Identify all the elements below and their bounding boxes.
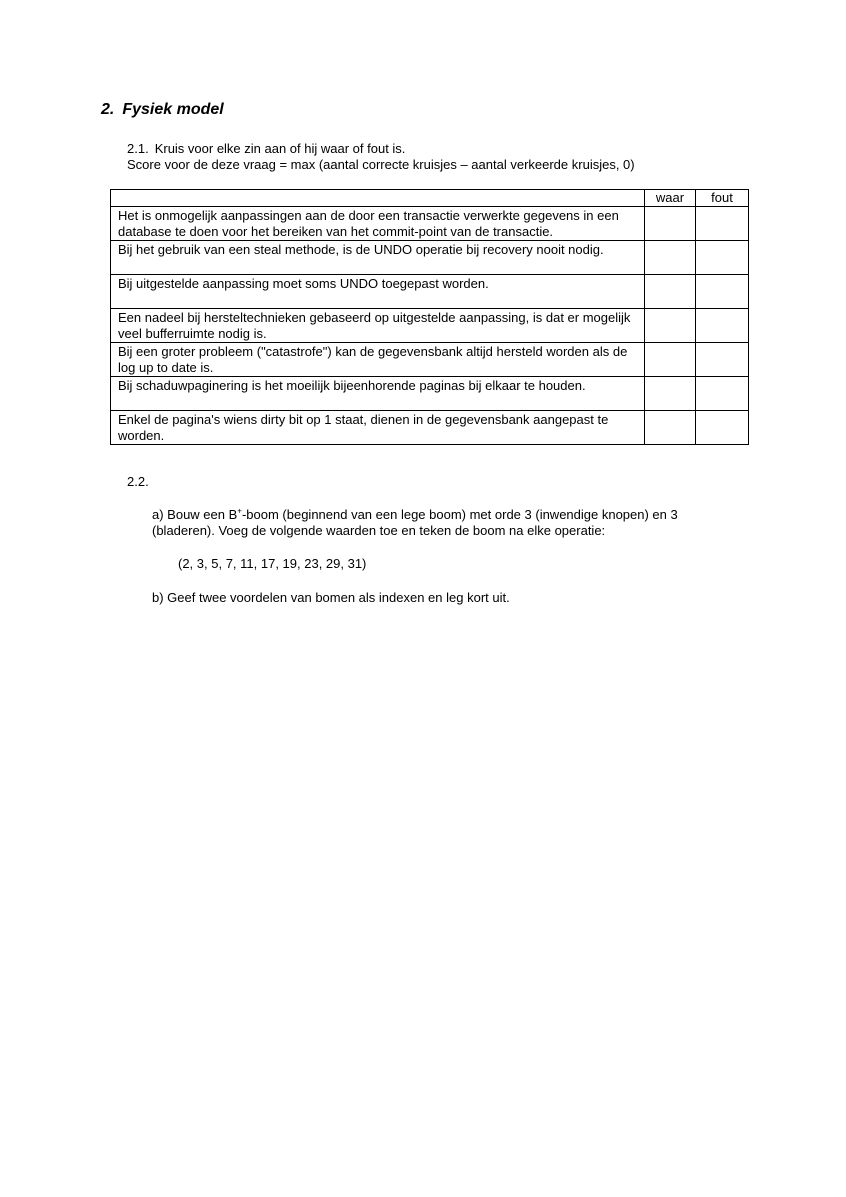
insert-values-list: (2, 3, 5, 7, 11, 17, 19, 23, 29, 31) [178,556,367,571]
question-2-2a-line1 [152,507,678,523]
fout-checkbox-cell[interactable] [696,343,749,377]
question-2-2b: b) Geef twee voordelen van bomen als indexen en leg kort uit. [152,590,510,605]
table-row [111,241,749,275]
fout-checkbox-cell[interactable] [696,377,749,411]
section-title: Fysiek model [122,101,224,118]
fout-checkbox-cell[interactable] [696,207,749,241]
question-2-1-instruction [127,141,405,157]
true-false-table [110,189,749,445]
section-number: 2. [101,101,115,118]
table-header-statement [111,190,645,207]
question-2-2a-rest: -boom (beginnend van een lege boom) met orde 3 (inwendige knopen) en 3 [241,507,678,522]
superscript-plus: + [237,506,242,516]
table-row [111,207,749,241]
question-2-2a-line2: (bladeren). Voeg de volgende waarden toe en teken de boom na elke operatie: [152,523,606,538]
question-2-1-number: 2.1. [127,141,149,156]
table-header-waar: waar [645,190,696,207]
section-heading [101,101,224,119]
waar-checkbox-cell[interactable] [645,343,696,377]
waar-checkbox-cell[interactable] [645,241,696,275]
waar-checkbox-cell[interactable] [645,275,696,309]
statement-cell: Het is onmogelijk aanpassingen aan de door een transactie verwerkte gegevens in een database te doen voor het bereiken van het commit-point van de transactie. [111,207,645,241]
waar-checkbox-cell[interactable] [645,207,696,241]
waar-checkbox-cell[interactable] [645,309,696,343]
statement-cell: Bij uitgestelde aanpassing moet soms UNDO toegepast worden. [111,275,645,309]
question-2-1-text: Kruis voor elke zin aan of hij waar of fout is. [154,141,406,156]
question-2-2a-prefix: a) Bouw een B [152,507,238,522]
waar-checkbox-cell[interactable] [645,411,696,445]
table-row [111,411,749,445]
table-header-fout: fout [696,190,749,207]
fout-checkbox-cell[interactable] [696,411,749,445]
statement-cell: Bij het gebruik van een steal methode, is de UNDO operatie bij recovery nooit nodig. [111,241,645,275]
fout-checkbox-cell[interactable] [696,309,749,343]
fout-checkbox-cell[interactable] [696,241,749,275]
statement-cell: Bij schaduwpaginering is het moeilijk bijeenhorende paginas bij elkaar te houden. [111,377,645,411]
question-2-1-score-rule: Score voor de deze vraag = max (aantal correcte kruisjes – aantal verkeerde kruisjes, 0) [127,157,635,172]
waar-checkbox-cell[interactable] [645,377,696,411]
question-2-2-number: 2.2. [127,474,149,489]
statement-cell: Een nadeel bij hersteltechnieken gebaseerd op uitgestelde aanpassing, is dat er mogelijk veel bufferruimte nodig is. [111,309,645,343]
statement-cell: Bij een groter probleem ("catastrofe") kan de gegevensbank altijd hersteld worden als de log up to date is. [111,343,645,377]
statement-cell: Enkel de pagina's wiens dirty bit op 1 staat, dienen in de gegevensbank aangepast te worden. [111,411,645,445]
table-row [111,377,749,411]
table-row [111,275,749,309]
table-header-row [111,190,749,207]
table-row [111,309,749,343]
table-row [111,343,749,377]
fout-checkbox-cell[interactable] [696,275,749,309]
